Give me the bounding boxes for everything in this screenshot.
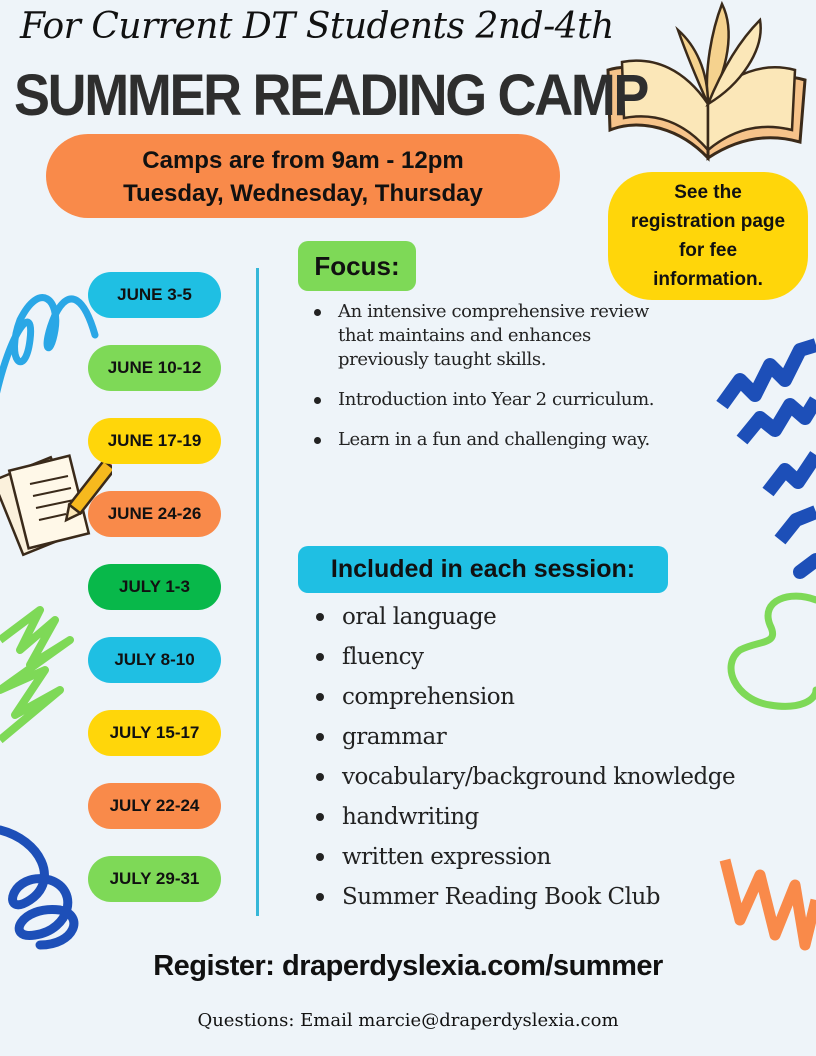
page-title: SUMMER READING CAMP	[14, 63, 648, 128]
column-divider	[256, 268, 259, 916]
list-item: vocabulary/background knowledge	[314, 757, 794, 797]
list-item: comprehension	[314, 677, 794, 717]
list-item: Introduction into Year 2 curriculum.	[312, 388, 672, 412]
list-item: fluency	[314, 637, 794, 677]
list-item: handwriting	[314, 797, 794, 837]
navy-wave-doodle-4	[780, 512, 816, 540]
camp-days-line: Tuesday, Wednesday, Thursday	[123, 180, 483, 207]
list-item: An intensive comprehensive review that maintains and enhances previously taught skills.	[312, 300, 672, 372]
green-zigzag-doodle	[0, 610, 70, 740]
navy-wave-doodle-3	[768, 455, 816, 492]
list-item: Summer Reading Book Club	[314, 877, 794, 917]
blue-loop-doodle	[0, 298, 95, 400]
navy-wave-doodle-5	[800, 560, 816, 572]
focus-heading: Focus:	[298, 241, 416, 291]
date-pill: JUNE 3-5	[88, 272, 221, 318]
navy-scribble-doodle	[0, 830, 74, 945]
navy-wave-doodle-1	[722, 345, 816, 405]
questions-contact[interactable]: Questions: Email marcie@draperdyslexia.com	[197, 1010, 619, 1031]
audience-subtitle: For Current DT Students 2nd-4th	[20, 6, 614, 47]
date-pill: JULY 29-31	[88, 856, 221, 902]
camp-hours-banner	[46, 134, 560, 218]
date-pill: JULY 15-17	[88, 710, 221, 756]
camp-hours-line: Camps are from 9am - 12pm	[142, 147, 464, 174]
list-item: oral language	[314, 597, 794, 637]
date-pill: JULY 1-3	[88, 564, 221, 610]
date-pill: JUNE 24-26	[88, 491, 221, 537]
register-link[interactable]: Register: draperdyslexia.com/summer	[153, 950, 663, 982]
date-pill: JUNE 10-12	[88, 345, 221, 391]
date-pill: JUNE 17-19	[88, 418, 221, 464]
navy-wave-doodle-2	[742, 400, 816, 440]
date-pill: JULY 22-24	[88, 783, 221, 829]
list-item: written expression	[314, 837, 794, 877]
list-item: grammar	[314, 717, 794, 757]
session-list	[314, 597, 794, 917]
list-item: Learn in a fun and challenging way.	[312, 428, 672, 452]
date-pill: JULY 8-10	[88, 637, 221, 683]
focus-list	[312, 300, 672, 468]
fee-info-badge: See the registration page for fee information.	[608, 172, 808, 300]
session-heading: Included in each session:	[298, 546, 668, 593]
